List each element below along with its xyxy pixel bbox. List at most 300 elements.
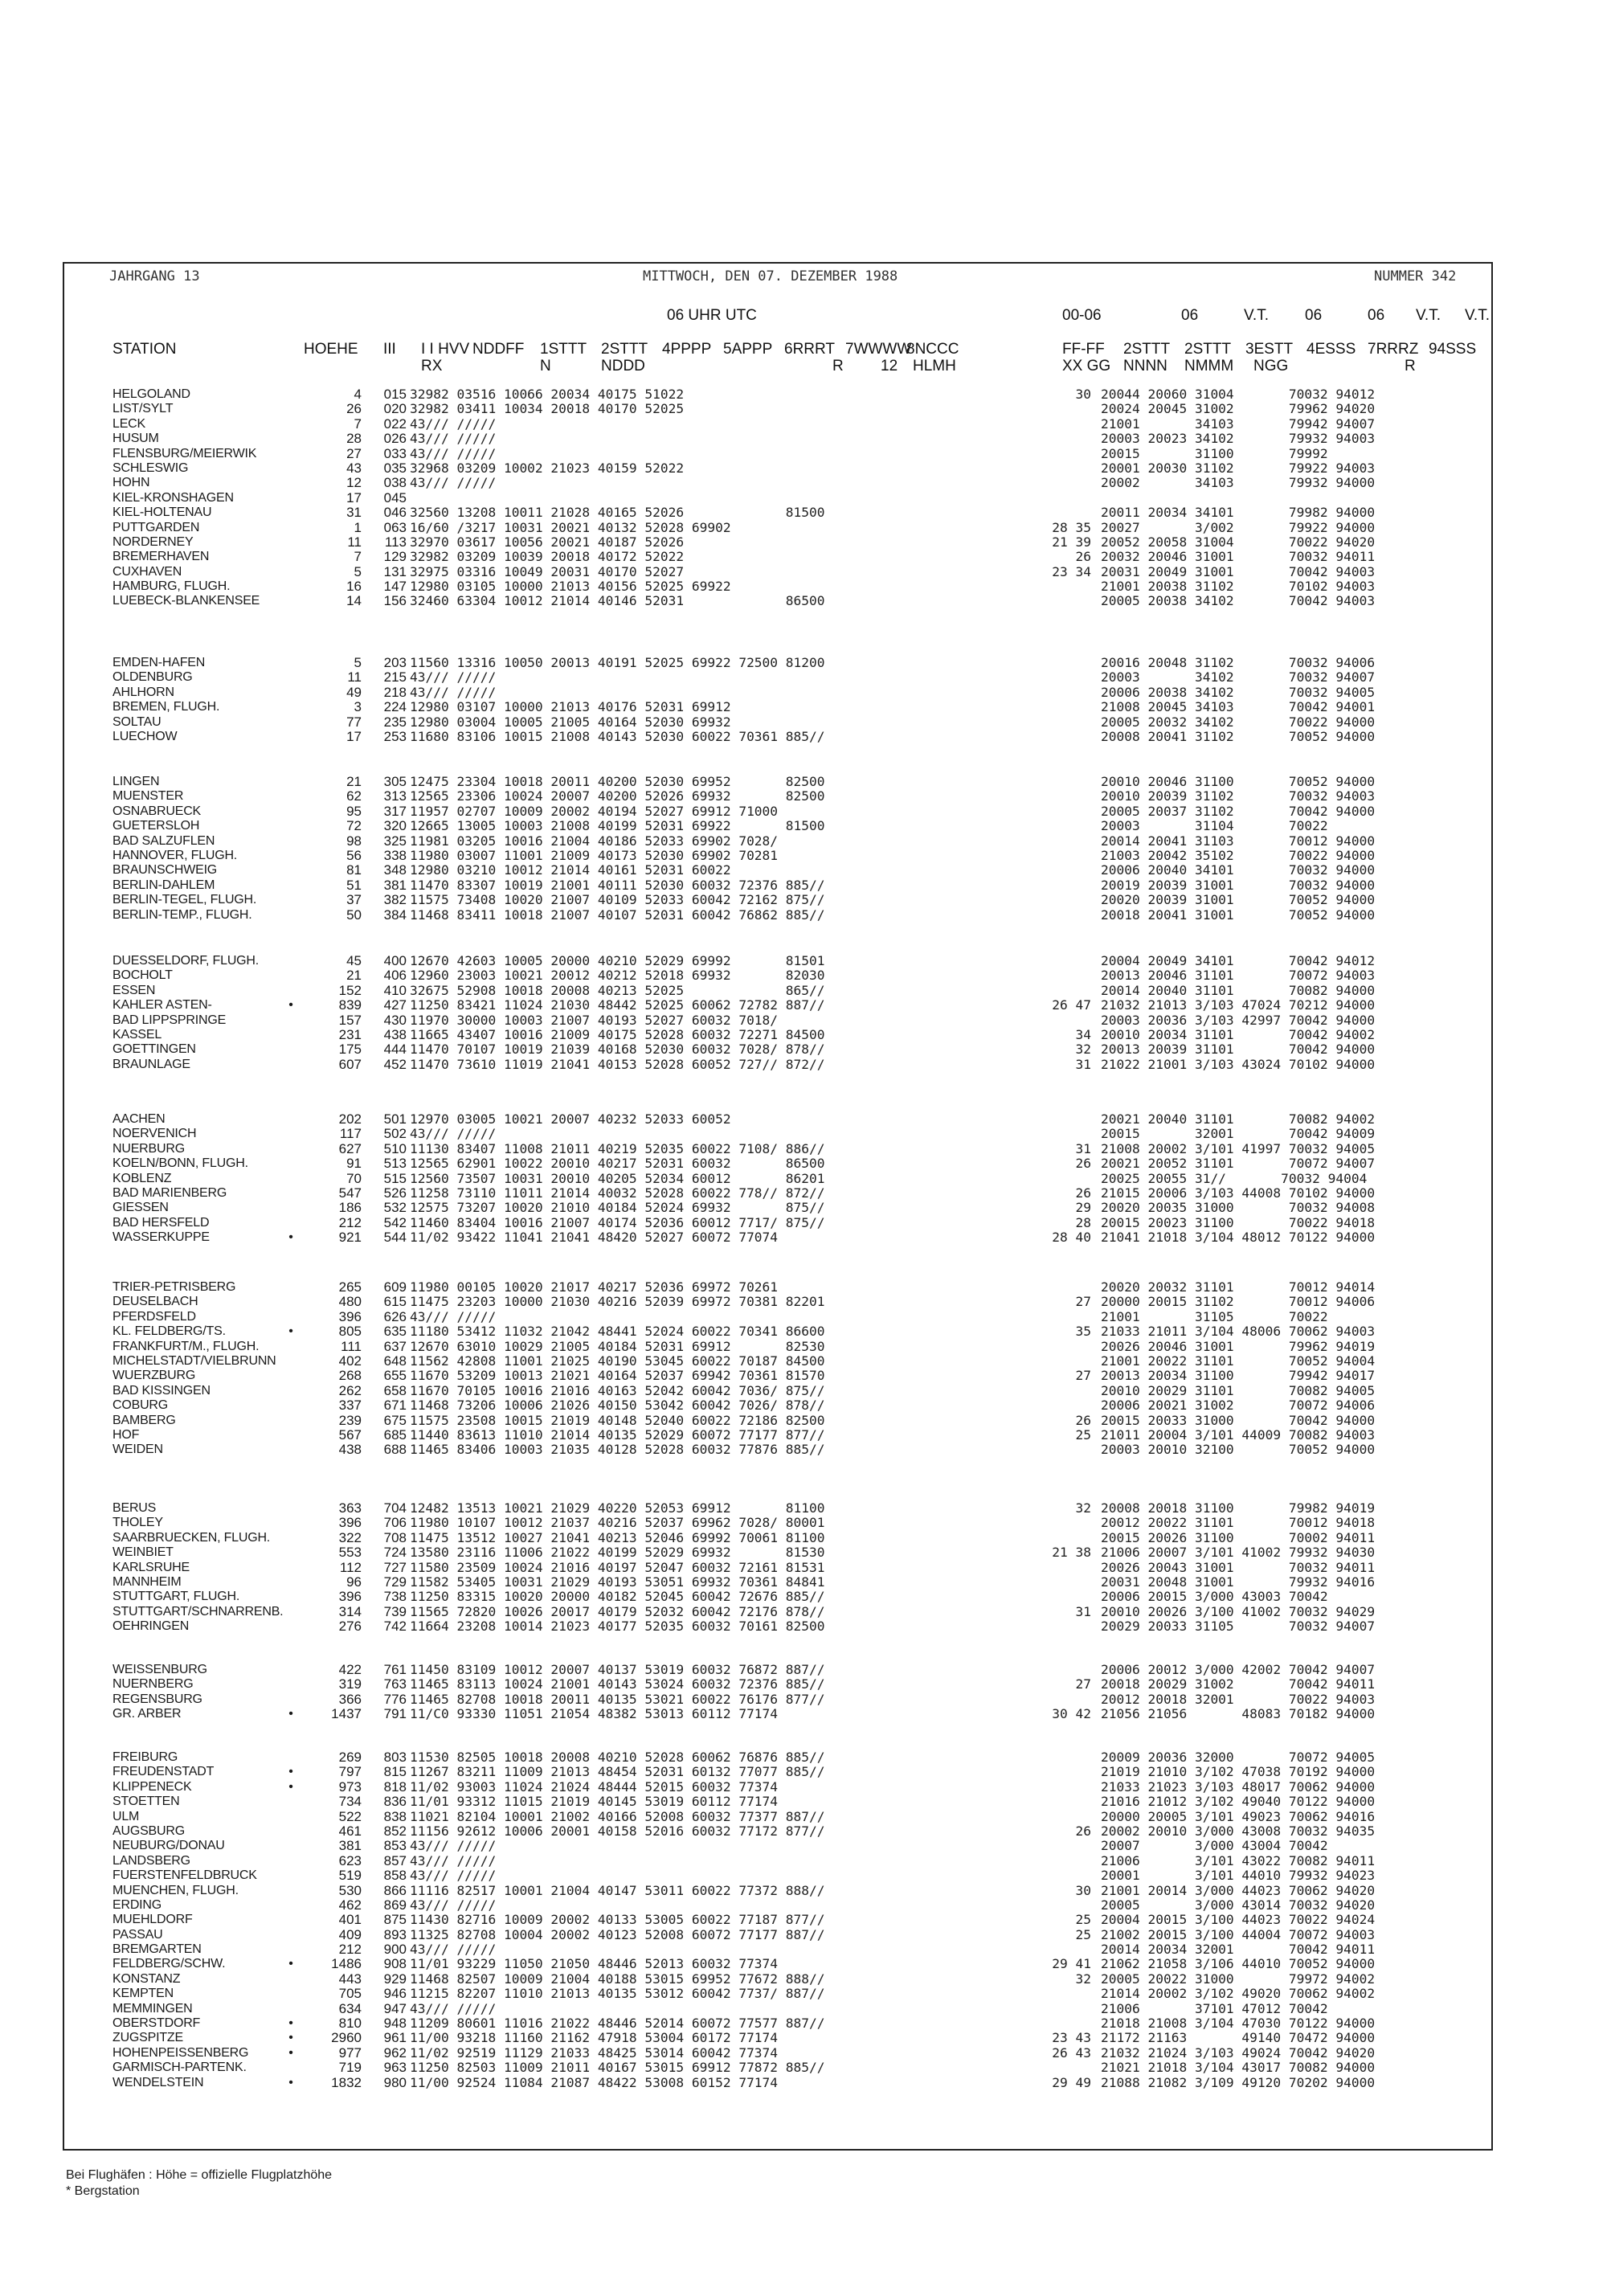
observation-06utc: 11440 83613 11010 21014 40135 52029 60072 77177 877//: [410, 1426, 825, 1443]
station-height: 269: [338, 1750, 362, 1765]
extra-observation-groups: 20025 20055 31// 70032 94004: [1101, 1170, 1368, 1186]
observation-06utc: 11468 83411 10018 21007 40107 52031 60042 76862 885//: [410, 907, 825, 923]
table-row: [0, 2031, 1607, 2045]
station-index: 803: [383, 1750, 407, 1765]
col-main-sub-3: R: [832, 358, 844, 374]
station-height: 11: [347, 669, 362, 686]
station-name: BAD SALZUFLEN: [112, 833, 215, 848]
table-row: [0, 819, 1607, 833]
mountain-marker: •: [288, 1779, 293, 1794]
table-row: [0, 686, 1607, 700]
extra-observation-groups: 21001 20022 31101 70052 94004: [1101, 1353, 1376, 1369]
extra-observation-groups: 20014 20040 31101 70082 94000: [1101, 982, 1376, 998]
observation-06utc: 11209 80601 11016 21022 48446 52014 60072 77577 887//: [410, 2016, 825, 2032]
station-name: OEHRINGEN: [112, 1619, 190, 1634]
station-index: 381: [383, 877, 407, 893]
observation-06utc: 11325 82708 10004 20002 40123 52008 60072 77177 887//: [410, 1926, 825, 1942]
station-index: 688: [383, 1442, 407, 1458]
station-index: 615: [383, 1294, 407, 1310]
station-index: 203: [383, 655, 407, 670]
extra-observation-groups: 20016 20048 31102 70032 94006: [1101, 655, 1376, 670]
extra-observation-groups: 20052 20058 31004 70022 94020: [1101, 534, 1376, 550]
observation-06utc: 11470 73610 11019 21041 40153 52028 60052 727// 872//: [410, 1056, 825, 1072]
table-row: [0, 893, 1607, 907]
station-name: HOHN: [112, 476, 150, 490]
table-row: [0, 1839, 1607, 1853]
table-row: [0, 1750, 1607, 1765]
observation-06utc: 11530 82505 10018 20008 40210 52028 60062 76876 885//: [410, 1750, 825, 1765]
station-index: 022: [383, 415, 407, 432]
mountain-marker: •: [288, 2075, 293, 2089]
col-main-sub-5: HLMH: [913, 358, 956, 374]
table-row: [0, 491, 1607, 505]
observation-06utc: 11575 73408 10020 21007 40109 52033 60042 72162 875//: [410, 892, 825, 908]
station-name: MICHELSTADT/VIELBRUNN: [112, 1353, 276, 1368]
station-name: MANNHEIM: [112, 1574, 182, 1589]
extra-observation-groups: 21022 21001 3/103 43024 70102 94000: [1101, 1056, 1376, 1072]
observation-06utc: 11981 03205 10016 21004 40186 52033 69902 7028/: [410, 833, 779, 849]
extra-observation-groups: 20013 20046 31101 70072 94003: [1101, 968, 1376, 984]
station-index: 658: [383, 1382, 407, 1398]
extra-observation-groups: 20007 3/000 43004 70042: [1101, 1838, 1328, 1854]
station-index: 131: [383, 563, 407, 579]
extra-observation-groups: 20005 20038 34102 70042 94003: [1101, 593, 1376, 609]
wind-gust-values: 27: [1075, 1676, 1091, 1692]
station-height: 239: [338, 1412, 362, 1428]
station-name: BAMBERG: [112, 1413, 176, 1427]
extra-observation-groups: 20018 20041 31001 70052 94000: [1101, 907, 1376, 923]
station-index: 791: [383, 1706, 407, 1722]
col-main-6: 6RRRT: [784, 341, 835, 358]
observation-06utc: 11116 82517 10001 21004 40147 53011 60022 77372 888//: [410, 1882, 825, 1898]
station-index: 980: [383, 2074, 407, 2090]
table-row: [0, 789, 1607, 804]
station-name: STOETTEN: [112, 1795, 180, 1809]
wind-gust-values: 32: [1075, 1042, 1091, 1058]
extra-observation-groups: 21006 37101 47012 70042: [1101, 2000, 1328, 2016]
extra-observation-groups: 21006 20007 3/101 41002 79932 94030: [1101, 1545, 1376, 1561]
station-height: 977: [338, 2044, 362, 2061]
table-row: [0, 550, 1607, 564]
station-height: 530: [338, 1882, 362, 1898]
table-row: [0, 1428, 1607, 1443]
table-row: [0, 1942, 1607, 1957]
table-row: [0, 1142, 1607, 1156]
station-index: 685: [383, 1426, 407, 1443]
station-index: 313: [383, 788, 407, 804]
station-height: 921: [338, 1230, 362, 1246]
observation-06utc: 32970 03617 10056 20021 40187 52026: [410, 534, 685, 550]
extra-observation-groups: 20004 20015 3/100 44023 70022 94024: [1101, 1912, 1376, 1928]
station-height: 322: [338, 1529, 362, 1545]
col-main-2: 1STTT: [540, 341, 587, 358]
station-height: 186: [338, 1200, 362, 1216]
observation-06utc: 11980 00105 10020 21017 40217 52036 69972 70261: [410, 1279, 779, 1295]
station-height: 381: [338, 1838, 362, 1854]
station-height: 265: [338, 1279, 362, 1295]
observation-06utc: 11/02 93003 11024 21024 48444 52015 60032 77374: [410, 1778, 779, 1795]
station-name: WEIDEN: [112, 1443, 163, 1457]
station-name: PFERDSFELD: [112, 1309, 196, 1324]
observation-06utc: 43/// /////: [410, 1852, 497, 1868]
station-height: 839: [338, 997, 362, 1013]
station-name: WASSERKUPPE: [112, 1230, 210, 1245]
station-name: REGENSBURG: [112, 1692, 202, 1706]
station-index: 948: [383, 2016, 407, 2032]
station-group-5: [0, 1112, 1607, 1246]
table-row: [0, 1172, 1607, 1186]
observation-06utc: 43/// /////: [410, 1868, 497, 1884]
station-height: 5: [354, 563, 362, 579]
wind-gust-values: 26: [1075, 1412, 1091, 1428]
wind-gust-values: 31: [1075, 1603, 1091, 1619]
extra-observation-groups: 20013 20034 31100 79942 94017: [1101, 1368, 1376, 1384]
col-right-6: 94SSS: [1429, 341, 1477, 358]
observation-06utc: 32982 03209 10039 20018 40172 52022: [410, 549, 685, 565]
station-height: 91: [346, 1156, 362, 1172]
table-row: [0, 1590, 1607, 1604]
station-height: 96: [346, 1574, 362, 1590]
extra-observation-groups: 20015 32001 70042 94009: [1101, 1126, 1376, 1142]
extra-observation-groups: 20003 34102 70032 94007: [1101, 669, 1376, 686]
station-index: 320: [383, 818, 407, 834]
col-main-sub-0: RX: [421, 358, 443, 374]
extra-observation-groups: 20010 20034 31101 70042 94002: [1101, 1026, 1376, 1042]
extra-observation-groups: 21032 21013 3/103 47024 70212 94000: [1101, 997, 1376, 1013]
station-name: PASSAU: [112, 1927, 163, 1942]
observation-06utc: 43/// /////: [410, 415, 497, 432]
station-index: 815: [383, 1764, 407, 1780]
station-height: 705: [338, 1986, 362, 2002]
table-row: [0, 461, 1607, 476]
station-name: NORDERNEY: [112, 534, 194, 549]
station-name: LUECHOW: [112, 729, 178, 743]
station-height: 607: [338, 1056, 362, 1072]
table-row: [0, 535, 1607, 550]
footnote-mountain-station: * Bergstation: [66, 2184, 140, 2198]
extra-observation-groups: 20010 20039 31102 70032 94003: [1101, 788, 1376, 804]
station-index: 947: [383, 2000, 407, 2016]
station-height: 973: [338, 1778, 362, 1795]
extra-observation-groups: 20006 20040 34101 70032 94000: [1101, 862, 1376, 878]
station-index: 046: [383, 505, 407, 521]
extra-observation-groups: 20026 20046 31001 79962 94019: [1101, 1338, 1376, 1354]
station-index: 438: [383, 1026, 407, 1042]
table-row: [0, 1707, 1607, 1721]
station-index: 858: [383, 1868, 407, 1884]
table-row: [0, 908, 1607, 923]
observation-06utc: 43/// /////: [410, 475, 497, 491]
table-row: [0, 878, 1607, 893]
table-row: [0, 1280, 1607, 1295]
station-height: 461: [338, 1823, 362, 1839]
observation-06utc: 12670 42603 10005 20000 40210 52029 69992 81501: [410, 953, 825, 968]
station-name: NUERBURG: [112, 1141, 185, 1156]
table-row: [0, 1340, 1607, 1354]
station-height: 7: [354, 415, 362, 432]
extra-observation-groups: 20005 20032 34102 70022 94000: [1101, 714, 1376, 730]
station-name: FELDBERG/SCHW.: [112, 1957, 226, 1971]
table-row: [0, 804, 1607, 819]
observation-06utc: 11/02 92519 11129 21033 48425 53014 60042 77374: [410, 2044, 779, 2061]
station-height: 152: [338, 982, 362, 998]
observation-06utc: 12565 23306 10024 20007 40200 52026 69932 82500: [410, 788, 825, 804]
station-height: 438: [338, 1442, 362, 1458]
extra-observation-groups: 20006 20021 31002 70072 94006: [1101, 1398, 1376, 1414]
station-height: 2960: [331, 2030, 362, 2046]
station-index: 338: [383, 847, 407, 863]
station-name: HELGOLAND: [112, 387, 190, 401]
table-row: [0, 1575, 1607, 1590]
station-name: AHLHORN: [112, 685, 174, 699]
station-height: 5: [354, 655, 362, 670]
station-index: 427: [383, 997, 407, 1013]
table-row: [0, 1324, 1607, 1339]
station-name: NUERNBERG: [112, 1677, 194, 1692]
station-height: 553: [338, 1545, 362, 1561]
table-row: [0, 1201, 1607, 1215]
table-row: [0, 417, 1607, 432]
wind-gust-values: 27: [1075, 1368, 1091, 1384]
station-index: 761: [383, 1662, 407, 1677]
station-index: 038: [383, 475, 407, 491]
extra-observation-groups: 20012 20018 32001 70022 94003: [1101, 1691, 1376, 1707]
station-name: BRAUNSCHWEIG: [112, 863, 218, 878]
right-time-5: V.T.: [1416, 307, 1441, 324]
station-group-6: [0, 1280, 1607, 1458]
table-row: [0, 968, 1607, 983]
station-height: 519: [338, 1868, 362, 1884]
station-name: LINGEN: [112, 775, 160, 788]
station-height: 734: [338, 1794, 362, 1810]
right-time-1: 06: [1181, 307, 1199, 324]
table-row: [0, 1780, 1607, 1795]
station-index: 763: [383, 1676, 407, 1692]
table-row: [0, 1884, 1607, 1898]
station-height: 366: [338, 1691, 362, 1707]
extra-observation-groups: 20006 20012 3/000 42002 70042 94007: [1101, 1662, 1376, 1677]
station-height: 16: [346, 579, 362, 595]
mountain-marker: •: [288, 1324, 293, 1339]
station-name: KIEL-KRONSHAGEN: [112, 490, 234, 505]
observation-06utc: 12665 13005 10003 21008 40199 52031 69922 81500: [410, 818, 825, 834]
extra-observation-groups: 20015 20023 31100 70022 94018: [1101, 1214, 1376, 1230]
extra-observation-groups: 20014 20034 32001 70042 94011: [1101, 1942, 1376, 1958]
station-height: 45: [346, 953, 362, 968]
extra-observation-groups: 21016 21012 3/102 49040 70122 94000: [1101, 1794, 1376, 1810]
mountain-marker: •: [288, 2045, 293, 2060]
extra-observation-groups: 20005 3/000 43014 70032 94020: [1101, 1897, 1376, 1913]
station-index: 510: [383, 1140, 407, 1156]
col-main-5: 5APPP: [723, 341, 773, 358]
extra-observation-groups: 21062 21058 3/106 44010 70052 94000: [1101, 1956, 1376, 1972]
extra-observation-groups: 21003 20042 35102 70022 94000: [1101, 847, 1376, 863]
station-name: FREIBURG: [112, 1750, 178, 1764]
extra-observation-groups: 20009 20036 32000 70072 94005: [1101, 1750, 1376, 1765]
station-height: 268: [338, 1368, 362, 1384]
mountain-marker: •: [288, 2016, 293, 2031]
station-index: 704: [383, 1500, 407, 1516]
station-height: 7: [354, 549, 362, 565]
col-right-sub-1: NNNN: [1123, 358, 1167, 374]
observation-06utc: 11021 82104 10001 21002 40166 52008 60032 77377 887//: [410, 1808, 825, 1824]
wind-gust-values: 25: [1075, 1912, 1091, 1928]
station-name: KIEL-HOLTENAU: [112, 505, 212, 520]
col-main-sub-4: 12: [881, 358, 898, 374]
observation-06utc: 12980 03004 10005 21005 40164 52030 69932: [410, 714, 731, 730]
table-row: [0, 715, 1607, 730]
station-height: 72: [346, 818, 362, 834]
table-row: [0, 700, 1607, 714]
col-right-sub-2: NMMM: [1184, 358, 1234, 374]
station-name: BREMGARTEN: [112, 1942, 202, 1957]
observation-06utc: 11475 13512 10027 21041 40213 52046 69992 70061 81100: [410, 1529, 825, 1545]
extra-observation-groups: 21002 20015 3/100 44004 70072 94003: [1101, 1926, 1376, 1942]
table-row: [0, 1216, 1607, 1230]
wind-gust-values: 34: [1075, 1026, 1091, 1042]
station-height: 623: [338, 1852, 362, 1868]
col-right-sub-0: XX GG: [1062, 358, 1111, 374]
table-row: [0, 2061, 1607, 2075]
station-index: 513: [383, 1156, 407, 1172]
station-height: 522: [338, 1808, 362, 1824]
station-index: 235: [383, 714, 407, 730]
station-height: 17: [346, 489, 362, 505]
table-row: [0, 1354, 1607, 1369]
table-row: [0, 1230, 1607, 1245]
station-name: BERLIN-TEGEL, FLUGH.: [112, 893, 257, 907]
table-row: [0, 1854, 1607, 1868]
station-name: BAD LIPPSPRINGE: [112, 1013, 227, 1027]
station-index: 542: [383, 1214, 407, 1230]
observation-06utc: 43/// /////: [410, 1126, 497, 1142]
station-name: FUERSTENFELDBRUCK: [112, 1868, 257, 1883]
station-name: OSNABRUECK: [112, 804, 202, 818]
station-index: 729: [383, 1574, 407, 1590]
col-right-sub-4: R: [1405, 358, 1416, 374]
extra-observation-groups: 21001 20014 3/000 44023 70062 94020: [1101, 1882, 1376, 1898]
station-height: 51: [346, 877, 362, 893]
extra-observation-groups: 20014 20041 31103 70012 94000: [1101, 833, 1376, 849]
station-index: 852: [383, 1823, 407, 1839]
observation-06utc: 32675 52908 10018 20008 40213 52025 865//: [410, 982, 825, 998]
station-group-4: [0, 954, 1607, 1072]
extra-observation-groups: 21021 21018 3/104 43017 70082 94000: [1101, 2060, 1376, 2076]
observation-06utc: 13580 23116 11006 21022 40199 52029 69932 81530: [410, 1545, 825, 1561]
extra-observation-groups: 20020 20032 31101 70012 94014: [1101, 1279, 1376, 1295]
extra-observation-groups: 20021 20040 31101 70082 94002: [1101, 1111, 1376, 1127]
table-row: [0, 565, 1607, 579]
station-name: BAD KISSINGEN: [112, 1383, 211, 1398]
observation-06utc: 11468 82507 10009 21004 40188 53015 69952 77672 888//: [410, 1971, 825, 1987]
table-row: [0, 1501, 1607, 1516]
station-name: ESSEN: [112, 983, 156, 997]
station-name: MUENSTER: [112, 789, 184, 804]
station-index: 637: [383, 1338, 407, 1354]
station-index: 384: [383, 907, 407, 923]
extra-observation-groups: 20005 20022 31000 79972 94002: [1101, 1971, 1376, 1987]
observation-06utc: 11130 83407 11008 21011 40219 52035 60022 7108/ 886//: [410, 1140, 825, 1156]
observation-06utc: 11670 70105 10016 21016 40163 52042 60042 7036/ 875//: [410, 1382, 825, 1398]
mountain-marker: •: [288, 1230, 293, 1245]
station-height: 409: [338, 1926, 362, 1942]
extra-observation-groups: 20000 20005 3/101 49023 70062 94016: [1101, 1808, 1376, 1824]
extra-observation-groups: 20001 3/101 44010 79932 94023: [1101, 1868, 1376, 1884]
col-iii: III: [383, 341, 396, 358]
table-row: [0, 1868, 1607, 1883]
station-name: STUTTGART/SCHNARRENB.: [112, 1604, 284, 1619]
station-index: 818: [383, 1778, 407, 1795]
extra-observation-groups: 20027 3/002 79922 94000: [1101, 519, 1376, 535]
station-height: 11: [347, 534, 362, 550]
wind-gust-values: 32: [1075, 1971, 1091, 1987]
station-index: 869: [383, 1897, 407, 1913]
table-row: [0, 1810, 1607, 1824]
observation-06utc: 11665 43407 10016 21009 40175 52028 60032 72271 84500: [410, 1026, 825, 1042]
observation-06utc: 11258 73110 11011 21014 40032 52028 60022 778// 872//: [410, 1185, 825, 1201]
table-row: [0, 998, 1607, 1013]
station-group-7: [0, 1501, 1607, 1635]
station-height: 276: [338, 1619, 362, 1635]
station-name: GIESSEN: [112, 1201, 169, 1215]
station-name: HOF: [112, 1427, 140, 1442]
table-row: [0, 1384, 1607, 1398]
table-row: [0, 505, 1607, 520]
table-row: [0, 984, 1607, 998]
table-row: [0, 1531, 1607, 1545]
station-index: 400: [383, 953, 407, 968]
observation-06utc: 11468 73206 10006 21026 40150 53042 60042 7026/ 878//: [410, 1398, 825, 1414]
station-index: 962: [383, 2044, 407, 2061]
station-name: SCHLESWIG: [112, 460, 189, 475]
station-name: KASSEL: [112, 1027, 162, 1042]
station-index: 317: [383, 803, 407, 819]
observation-06utc: 32982 03516 10066 20034 40175 51022: [410, 387, 685, 402]
station-index: 838: [383, 1808, 407, 1824]
station-height: 56: [346, 847, 362, 863]
wind-gust-values: 28 40: [1052, 1230, 1091, 1246]
station-height: 37: [346, 892, 362, 908]
table-row: [0, 1913, 1607, 1927]
right-time-6: V.T.: [1465, 307, 1490, 324]
observation-06utc: 12980 03210 10012 21014 40161 52031 60022: [410, 862, 731, 878]
col-right-2: 2STTT: [1184, 341, 1232, 358]
station-name: BREMEN, FLUGH.: [112, 700, 220, 714]
extra-observation-groups: 20018 20029 31002 70042 94011: [1101, 1676, 1376, 1692]
extra-observation-groups: 20008 20018 31100 79982 94019: [1101, 1500, 1376, 1516]
station-index: 742: [383, 1619, 407, 1635]
observation-06utc: 11/00 93218 11160 21162 47918 53004 60172 77174: [410, 2030, 779, 2046]
observation-06utc: 11250 82503 11009 21011 40167 53015 69912 77872 885//: [410, 2060, 825, 2076]
station-height: 157: [338, 1012, 362, 1028]
observation-06utc: 43/// /////: [410, 445, 497, 461]
station-name: BAD MARIENBERG: [112, 1185, 227, 1200]
station-height: 49: [346, 684, 362, 700]
station-name: OLDENBURG: [112, 670, 193, 685]
table-row: [0, 656, 1607, 670]
table-row: [0, 1824, 1607, 1839]
station-index: 348: [383, 862, 407, 878]
station-group-8: [0, 1663, 1607, 1722]
station-group-9: [0, 1750, 1607, 2090]
station-name: HANNOVER, FLUGH.: [112, 848, 238, 862]
observation-06utc: 43/// /////: [410, 1838, 497, 1854]
extra-observation-groups: 21019 21010 3/102 47038 70192 94000: [1101, 1764, 1376, 1780]
wind-gust-values: 30 42: [1052, 1706, 1091, 1722]
station-name: MUEHLDORF: [112, 1913, 193, 1927]
station-name: KAHLER ASTEN-: [112, 998, 212, 1013]
station-height: 26: [346, 401, 362, 417]
